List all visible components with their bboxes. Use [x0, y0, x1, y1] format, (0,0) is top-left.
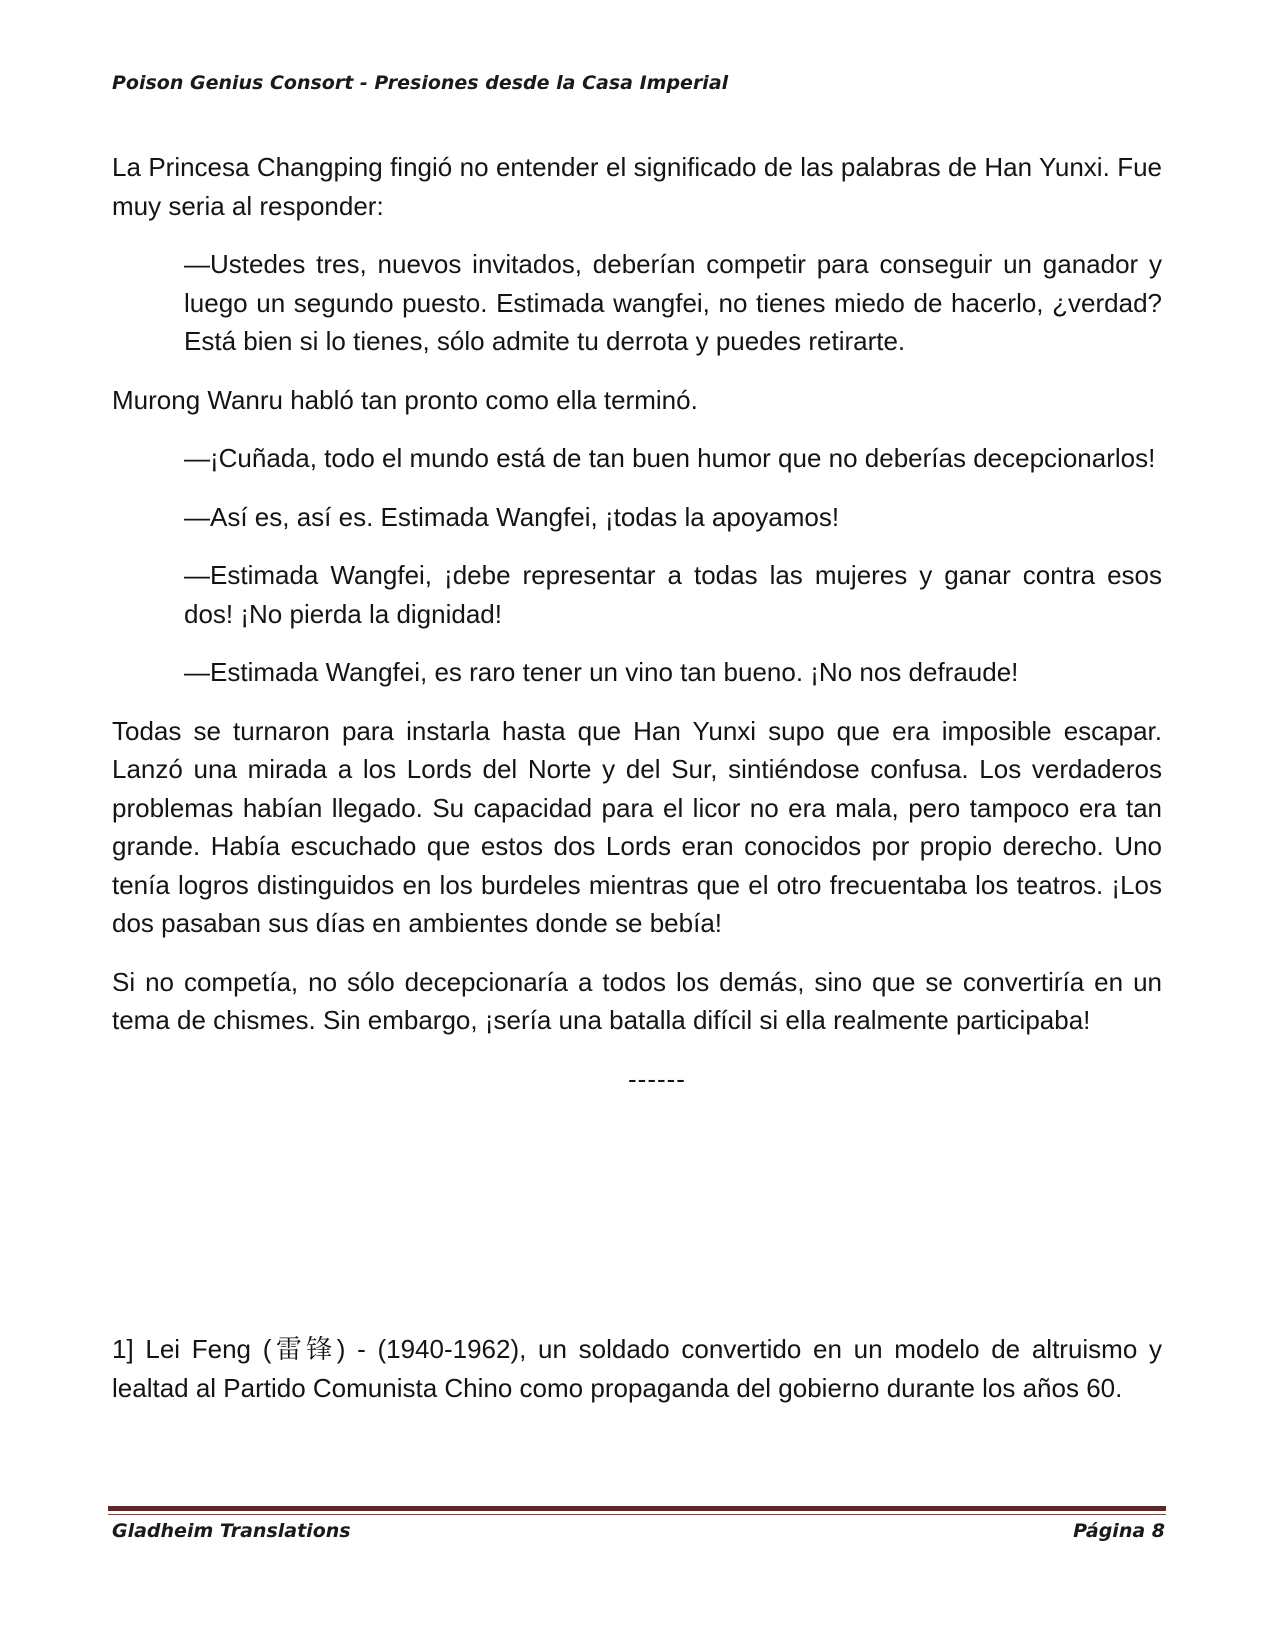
- paragraph-narration: La Princesa Changping fingió no entender el significado de las palabras de Han Yunxi. Fue muy seria al responder:: [112, 152, 1162, 221]
- paragraph-narration: Todas se turnaron para instarla hasta que Han Yunxi supo que era imposible escapar. Lanzó una mirada a los Lords del Norte y del Sur, sintiéndose confusa. Los verdaderos problemas habían llegado. Su capacidad para el licor no era mala, pero tampoco era tan grande. Había escuchado que estos dos Lords eran conocidos por propio derecho. Uno tenía logros distinguidos en los burdeles mientras que el otro frecuentaba los teatros. ¡Los dos pasaban sus días en ambientes donde se bebía!: [112, 715, 1162, 938]
- paragraph-dialogue: —Así es, así es. Estimada Wangfei, ¡todas la apoyamos!: [184, 501, 840, 532]
- paragraph-dialogue: —¡Cuñada, todo el mundo está de tan buen humor que no deberías decepcionarlos!: [184, 443, 1156, 473]
- paragraph-dialogue: —Estimada Wangfei, ¡debe representar a todas las mujeres y ganar contra esos dos! ¡No pierda la dignidad!: [184, 560, 1162, 629]
- paragraph-dialogue: —Estimada Wangfei, es raro tener un vino tan bueno. ¡No nos defraude!: [184, 657, 1019, 687]
- footer-divider-thin: [108, 1514, 1166, 1515]
- section-separator: ------: [628, 1063, 686, 1094]
- body-text: [112, 148, 1162, 1118]
- paragraph-narration: Murong Wanru habló tan pronto como ella terminó.: [112, 384, 698, 415]
- footer-divider-thick: [108, 1506, 1166, 1511]
- page-header-title: Poison Genius Consort - Presiones desde la Casa Imperial: [112, 72, 729, 94]
- footer-translator-name: Gladheim Translations: [112, 1520, 351, 1542]
- paragraph-narration: Si no competía, no sólo decepcionaría a todos los demás, sino que se convertiría en un tema de chismes. Sin embargo, ¡sería una batalla difícil si ella realmente participaba!: [112, 966, 1162, 1035]
- footer-page-number: Página 8: [1073, 1520, 1165, 1542]
- paragraph-dialogue: —Ustedes tres, nuevos invitados, deberían competir para conseguir un ganador y luego un segundo puesto. Estimada wangfei, no tienes miedo de hacerlo, ¿verdad? Está bien si lo tienes, sólo admite tu derrota y puedes retirarte.: [184, 249, 1162, 356]
- footnote: 1] Lei Feng (雷锋) - (1940-1962), un soldado convertido en un modelo de altruismo y lealtad al Partido Comunista Chino como propaganda del gobierno durante los años 60.: [112, 1334, 1162, 1403]
